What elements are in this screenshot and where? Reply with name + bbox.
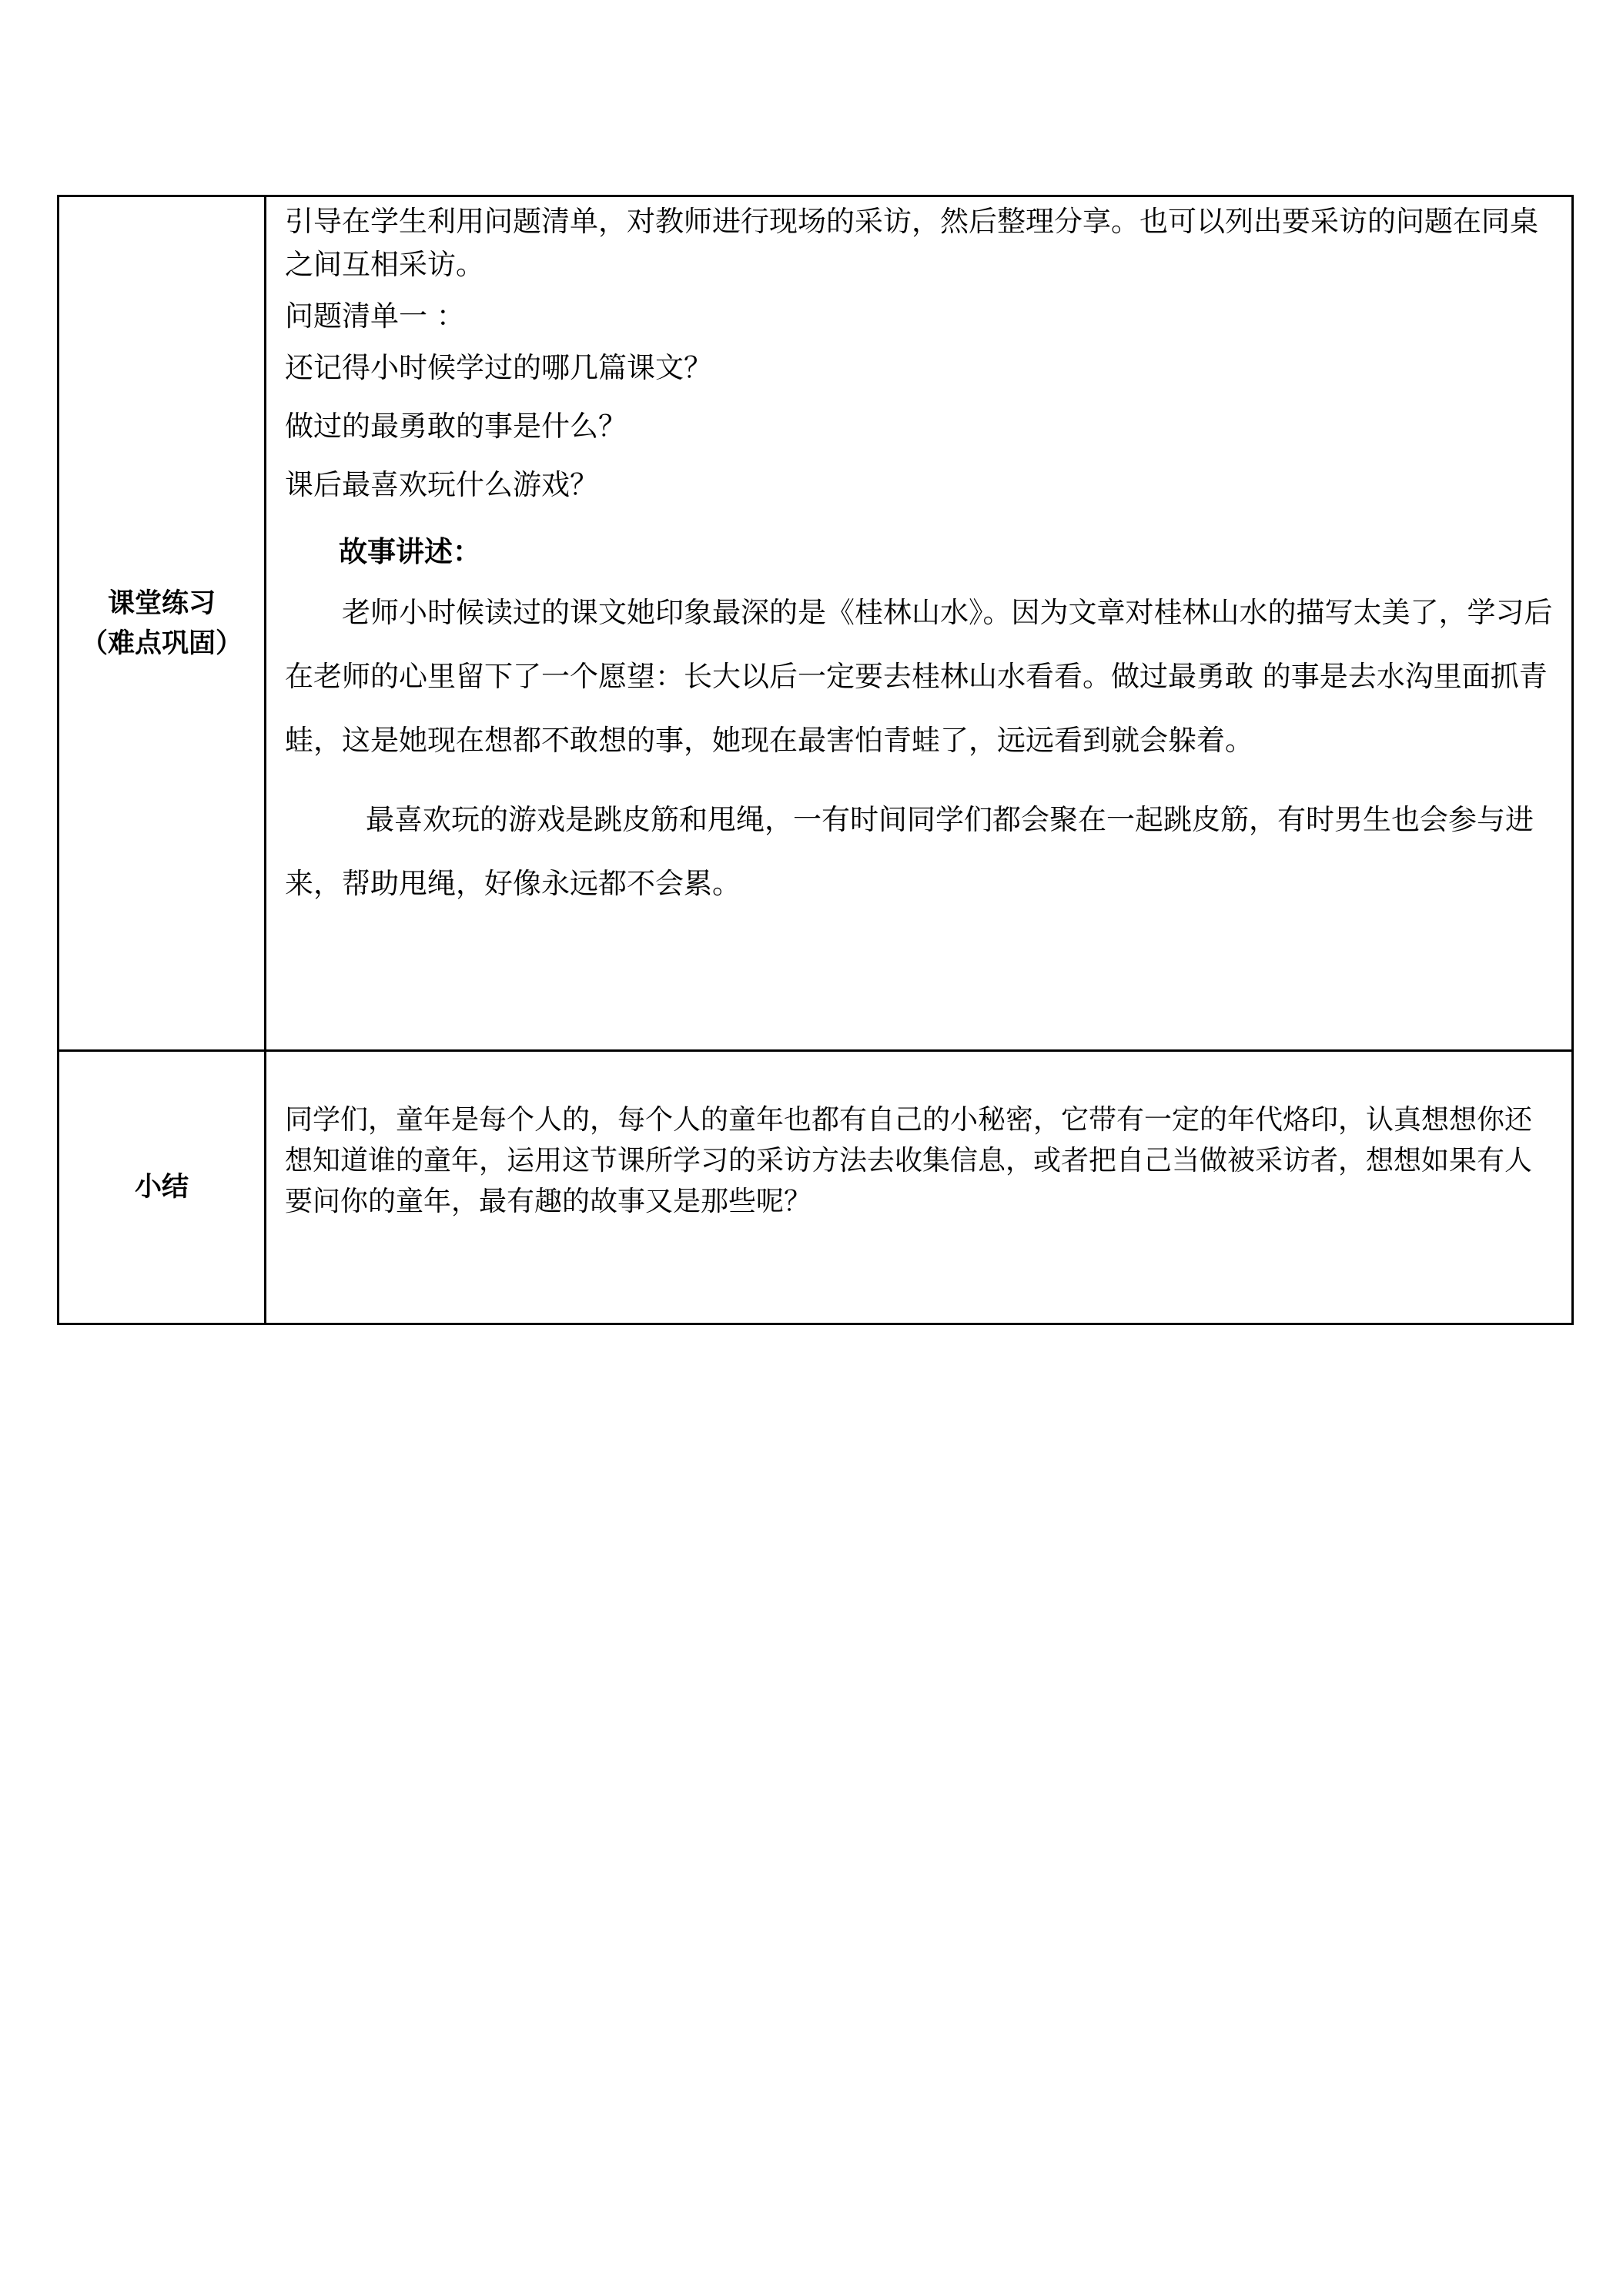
- summary-label-cell: [59, 1051, 266, 1324]
- classroom-practice-content-cell: [266, 196, 1573, 1051]
- story-heading: 故事讲述：: [339, 534, 481, 568]
- summary-content-cell: [266, 1051, 1573, 1324]
- classroom-practice-label: 课堂练习: [107, 587, 216, 619]
- summary-row: [59, 1051, 1573, 1324]
- question-item: 做过的最勇敢的事是什么？: [285, 410, 627, 443]
- classroom-practice-label-cell: [59, 196, 266, 1051]
- difficulty-consolidation-label: （难点巩固）: [80, 628, 243, 659]
- story-paragraph: 最喜欢玩的游戏是跳皮筋和甩绳，一有时间同学们都会聚在一起跳皮筋，有时男生也会参与进来，帮助甩绳，好像永远都不会累。: [285, 803, 1534, 900]
- story-paragraph: 老师小时候读过的课文她印象最深的是《桂林山水》。因为文章对桂林山水的描写太美了，学习后在老师的心里留下了一个愿望：长大以后一定要去桂林山水看看。做过最勇敢 的事是去水沟里面抓青蛙，这是她现在想都不敢想的事，她现在最害怕青蛙了，远远看到就会躲着。: [285, 596, 1553, 757]
- classroom-practice-row: [59, 196, 1573, 1051]
- question-item: 课后最喜欢玩什么游戏？: [285, 468, 598, 501]
- practice-intro-text: 引导在学生利用问题清单，对教师进行现场的采访，然后整理分享。也可以列出要采访的问题在同桌之间互相采访。: [285, 205, 1538, 281]
- summary-label: 小结: [134, 1172, 189, 1203]
- question-list-title: 问题清单一 ：: [285, 300, 465, 333]
- lesson-plan-table: [57, 195, 1574, 1325]
- summary-text: 同学们，童年是每个人的，每个人的童年也都有自己的小秘密，它带有一定的年代烙印，认真想想你还想知道谁的童年，运用这节课所学习的采访方法去收集信息，或者把自己当做被采访者，想想如果有人要问你的童年，最有趣的故事又是那些呢？: [285, 1104, 1533, 1217]
- question-item: 还记得小时候学过的哪几篇课文？: [285, 351, 712, 384]
